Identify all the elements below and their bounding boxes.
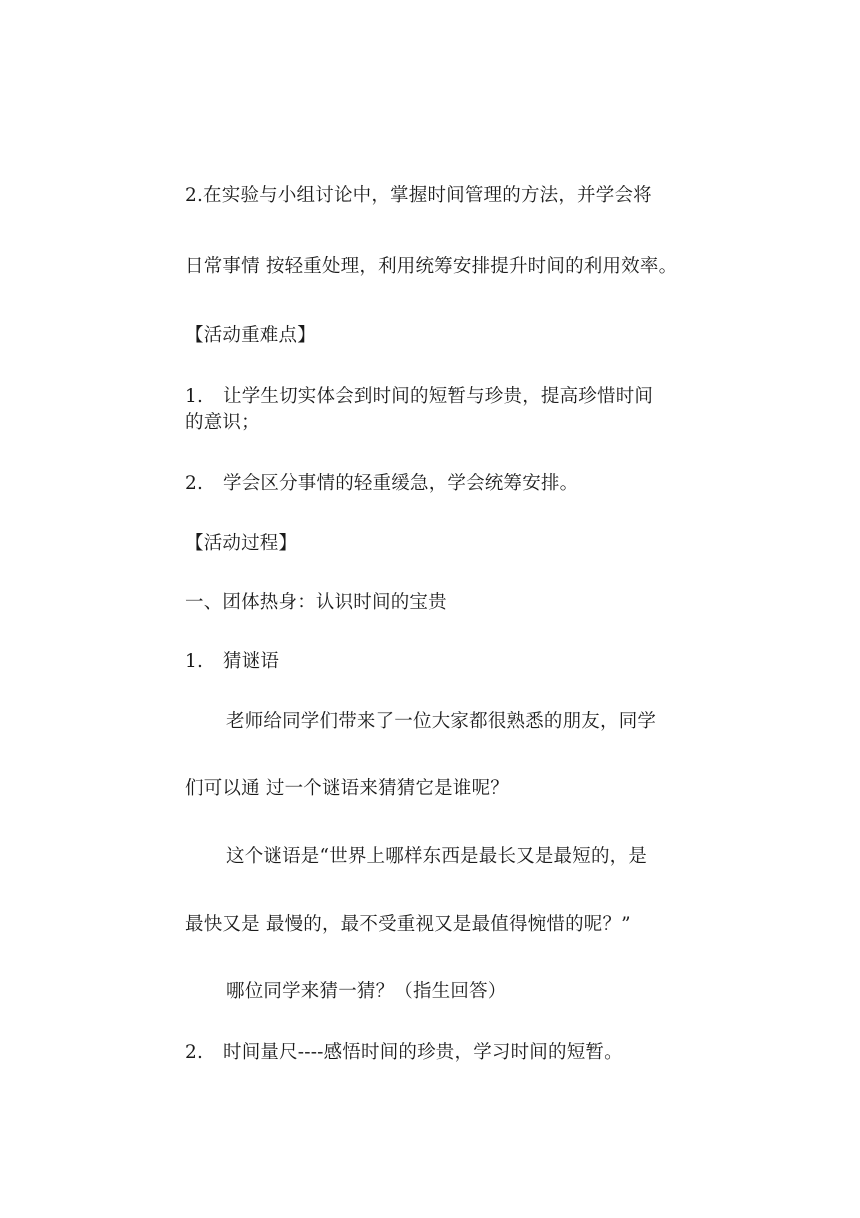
step-2-number: 2. [185, 1042, 204, 1063]
paragraph-1-line-2: 们可以通 过一个谜语来猜猜它是谁呢？ [185, 778, 509, 799]
paragraph-2-line-1: 这个谜语是“世界上哪样东西是最长又是最短的，是 [226, 846, 648, 867]
difficulty-2 [185, 471, 578, 497]
step-1 [185, 649, 279, 675]
paragraph-1-line-1: 老师给同学们带来了一位大家都很熟悉的朋友，同学 [226, 711, 657, 732]
difficulty-2-text: 学会区分事情的轻重缓急，学会统筹安排。 [223, 473, 579, 494]
difficulty-2-number: 2. [185, 473, 204, 494]
difficulty-1-line-2: 的意识； [185, 412, 260, 433]
step-2-title: 时间量尺----感悟时间的珍贵，学习时间的短暂。 [223, 1042, 623, 1063]
goal-2-line-1: 2.在实验与小组讨论中，掌握时间管理的方法，并学会将 [185, 185, 652, 206]
step-1-number: 1. [185, 651, 204, 672]
goal-2-line-2: 日常事情 按轻重处理，利用统筹安排提升时间的利用效率。 [185, 256, 678, 277]
step-1-title: 猜谜语 [223, 651, 280, 672]
paragraph-2-line-2: 最快又是 最慢的，最不受重视又是最值得惋惜的呢？” [185, 914, 631, 935]
difficulty-1-number: 1. [185, 386, 204, 407]
heading-process: 【活动过程】 [185, 533, 298, 554]
difficulty-1-text: 让学生切实体会到时间的短暂与珍贵，提高珍惜时间 [223, 386, 654, 407]
step-2 [185, 1040, 623, 1066]
difficulty-1-line-1 [185, 384, 653, 410]
heading-difficulties: 【活动重难点】 [185, 325, 316, 346]
section-1-title: 一、团体热身：认识时间的宝贵 [185, 592, 447, 613]
paragraph-3: 哪位同学来猜一猜？（指生回答） [226, 981, 507, 1002]
